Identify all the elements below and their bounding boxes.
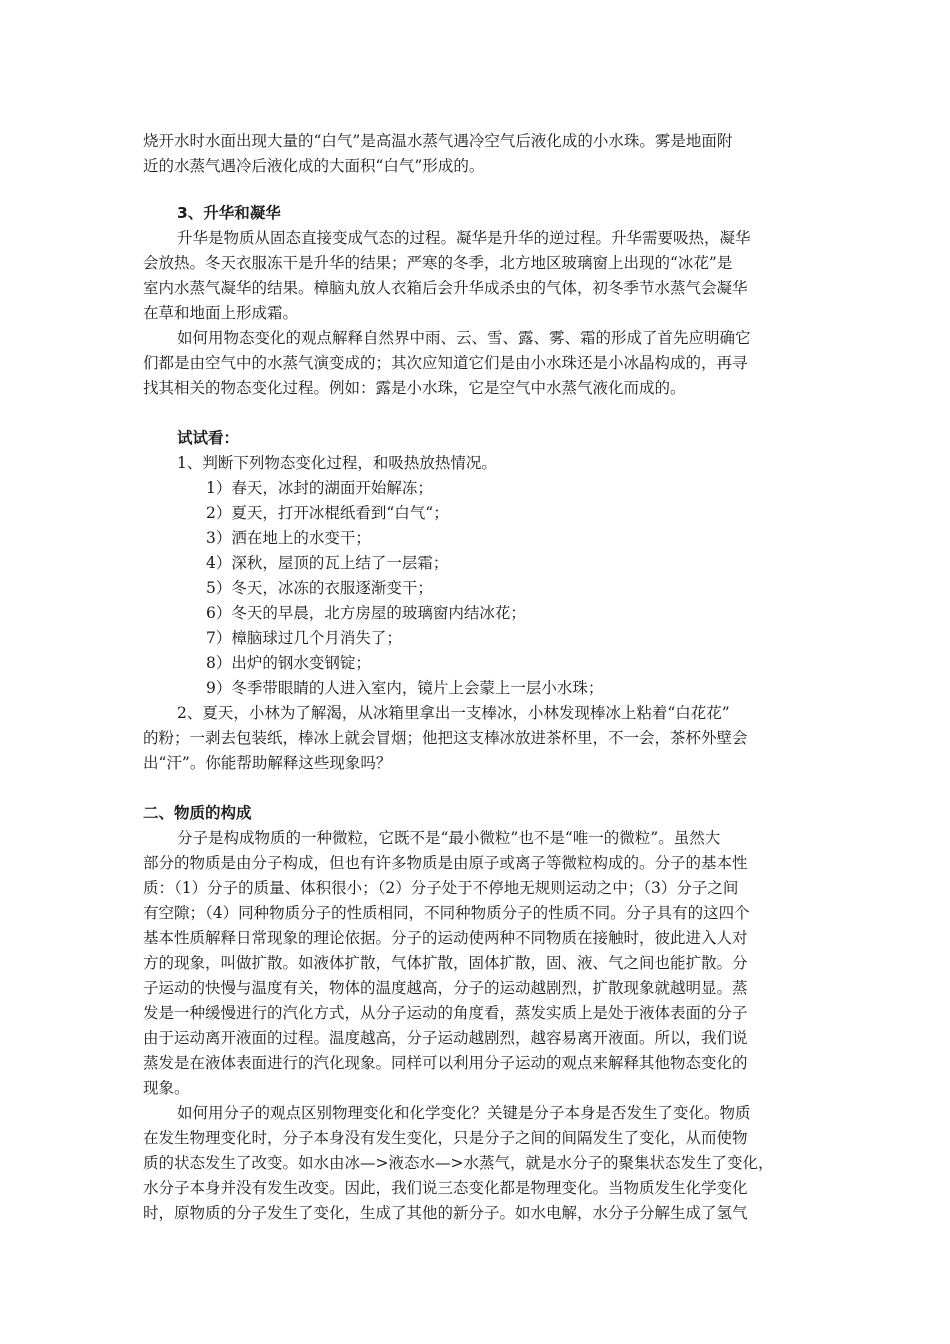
molecule-line-11: 现象。 bbox=[143, 1079, 190, 1097]
sublimation-line-3: 室内水蒸气凝华的结果。樟脑丸放人衣箱后会升华成杀虫的气体，初冬季节水蒸气会凝华 bbox=[143, 279, 748, 297]
molecule-line-10: 蒸发是在液体表面进行的汽化现象。同样可以利用分子运动的观点来解释其他物态变化的 bbox=[143, 1054, 748, 1072]
question-1-item: 1）春天，冰封的湖面开始解冻； bbox=[206, 479, 433, 497]
change-line-4: 水分子本身并没有发生改变。因此，我们说三态变化都是物理变化。当物质发生化学变化 bbox=[143, 1179, 748, 1197]
section-heading-sublimation: 3、升华和凝华 bbox=[177, 204, 281, 222]
molecule-line-2: 部分的物质是由分子构成，但也有许多物质是由原子或离子等微粒构成的。分子的基本性 bbox=[143, 854, 748, 872]
intro-line-2: 近的水蒸气遇冷后液化成的大面积“白气”形成的。 bbox=[143, 157, 485, 175]
change-line-3: 质的状态发生了改变。如水由冰—>液态水—>水蒸气，就是水分子的聚集状态发生了变化， bbox=[143, 1154, 774, 1172]
molecule-line-4: 有空隙；（4）同种物质分子的性质相同，不同种物质分子的性质不同。分子具有的这四个 bbox=[143, 904, 750, 922]
question-1-item: 8）出炉的钢水变钢锭； bbox=[206, 654, 371, 672]
molecule-line-5: 基本性质解释日常现象的理论依据。分子的运动使两种不同物质在接触时，彼此进入人对 bbox=[143, 929, 748, 947]
question-2-line-1: 2、夏天，小林为了解渴，从冰箱里拿出一支棒冰，小林发现棒冰上粘着“白花花” bbox=[177, 704, 730, 722]
sublimation-line-1: 升华是物质从固态直接变成气态的过程。凝华是升华的逆过程。升华需要吸热，凝华 bbox=[177, 229, 751, 247]
explain-line-2: 们都是由空气中的水蒸气演变成的；其次应知道它们是由小水珠还是小冰晶构成的，再寻 bbox=[143, 354, 748, 372]
question-1-item: 2）夏天，打开冰棍纸看到“白气“； bbox=[206, 504, 449, 522]
sublimation-line-4: 在草和地面上形成霜。 bbox=[143, 304, 299, 322]
question-1-item: 6）冬天的早晨，北方房屋的玻璃窗内结冰花； bbox=[206, 604, 526, 622]
molecule-line-3: 质：（1）分子的质量、体积很小；（2）分子处于不停地无规则运动之中；（3）分子之间 bbox=[143, 879, 739, 897]
section-heading-matter: 二、物质的构成 bbox=[143, 804, 252, 822]
change-line-1: 如何用分子的观点区别物理变化和化学变化？关键是分子本身是否发生了变化。物质 bbox=[177, 1104, 751, 1122]
change-line-5: 时，原物质的分子发生了变化，生成了其他的新分子。如水电解，水分子分解生成了氢气 bbox=[143, 1204, 748, 1222]
question-1: 1、判断下列物态变化过程，和吸热放热情况。 bbox=[177, 454, 497, 472]
question-1-item: 7）樟脑球过几个月消失了； bbox=[206, 629, 402, 647]
question-1-item: 4）深秋，屋顶的瓦上结了一层霜； bbox=[206, 554, 449, 572]
explain-line-1: 如何用物态变化的观点解释自然界中雨、云、雪、露、雾、霜的形成了首先应明确它 bbox=[177, 329, 751, 347]
molecule-line-8: 发是一种缓慢进行的汽化方式，从分子运动的角度看，蒸发实质上是处于液体表面的分子 bbox=[143, 1004, 748, 1022]
molecule-line-7: 子运动的快慢与温度有关，物体的温度越高，分子的运动越剧烈，扩散现象就越明显。蒸 bbox=[143, 979, 748, 997]
question-1-item: 3）洒在地上的水变干； bbox=[206, 529, 371, 547]
molecule-line-9: 由于运动离开液面的过程。温度越高，分子运动越剧烈，越容易离开液面。所以，我们说 bbox=[143, 1029, 748, 1047]
intro-line-1: 烧开水时水面出现大量的“白气”是高温水蒸气遇冷空气后液化成的小水珠。雾是地面附 bbox=[143, 132, 733, 150]
explain-line-3: 找其相关的物态变化过程。例如：露是小水珠，它是空气中水蒸气液化而成的。 bbox=[143, 379, 686, 397]
change-line-2: 在发生物理变化时，分子本身没有发生变化，只是分子之间的间隔发生了变化，从而使物 bbox=[143, 1129, 748, 1147]
try-heading: 试试看： bbox=[177, 429, 240, 447]
question-2-line-2: 的粉；一剥去包装纸，棒冰上就会冒烟；他把这支棒冰放进茶杯里，不一会，茶杯外壁会 bbox=[143, 729, 748, 747]
question-2-line-3: 出“汗”。你能帮助解释这些现象吗？ bbox=[143, 754, 392, 772]
molecule-line-6: 方的现象，叫做扩散。如液体扩散，气体扩散，固体扩散，固、液、气之间也能扩散。分 bbox=[143, 954, 748, 972]
question-1-item: 5）冬天，冰冻的衣服逐渐变干； bbox=[206, 579, 433, 597]
sublimation-line-2: 会放热。冬天衣服冻干是升华的结果；严寒的冬季，北方地区玻璃窗上出现的“冰花”是 bbox=[143, 254, 733, 272]
question-1-item: 9）冬季带眼睛的人进入室内，镜片上会蒙上一层小水珠； bbox=[206, 679, 604, 697]
molecule-line-1: 分子是构成物质的一种微粒，它既不是“最小微粒”也不是“唯一的微粒”。虽然大 bbox=[177, 829, 721, 847]
